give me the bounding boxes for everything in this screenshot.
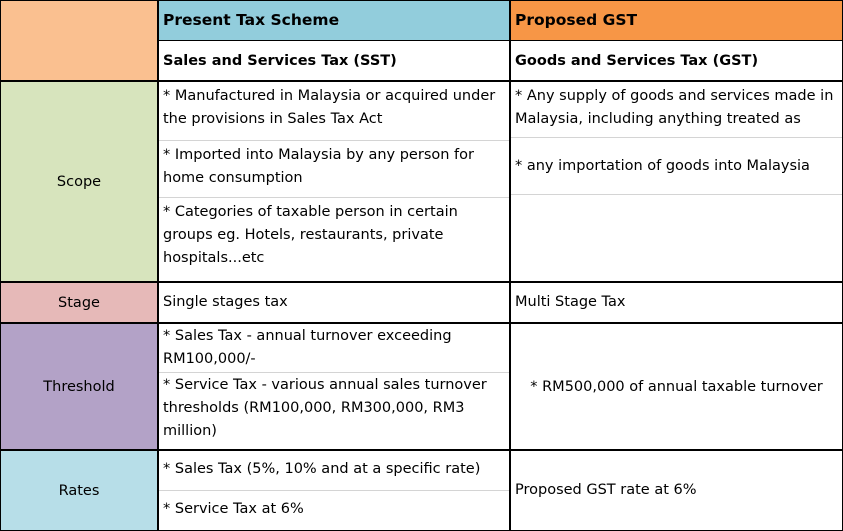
present-subheader (158, 40, 510, 81)
grid-line (158, 40, 843, 41)
threshold-label-cell (0, 323, 158, 450)
rates-label-cell (0, 450, 158, 531)
sst-subtitle: Sales and Services Tax (SST) (163, 52, 397, 69)
stage-present: Single stages tax (163, 294, 288, 310)
proposed-subheader (510, 40, 843, 81)
threshold-label: Threshold (43, 378, 115, 395)
present-scheme-title: Present Tax Scheme (163, 11, 340, 29)
grid-line (0, 449, 843, 451)
scope-present-item: * Imported into Malaysia by any person for home consumption (163, 147, 474, 186)
corner-cell (0, 0, 158, 81)
scope-proposed-item: * any importation of goods into Malaysia (515, 158, 810, 174)
threshold-present-item: * Sales Tax - annual turnover exceeding RM100,000/- (163, 328, 452, 367)
grid-line (0, 281, 843, 283)
proposed-gst-title: Proposed GST (515, 11, 638, 29)
rates-present-item: * Service Tax at 6% (163, 501, 304, 517)
present-scheme-header (158, 0, 510, 40)
stage-label: Stage (58, 294, 100, 311)
grid-line (0, 0, 843, 1)
grid-line (0, 322, 843, 324)
stage-label-cell (0, 282, 158, 323)
scope-label-cell (0, 81, 158, 282)
scope-proposed-item: * Any supply of goods and services made in Malaysia, including anything treated as (515, 88, 834, 127)
grid-line (0, 80, 843, 82)
rates-present-item: * Sales Tax (5%, 10% and at a specific rate) (163, 461, 481, 477)
row-divider (510, 194, 843, 195)
threshold-proposed: * RM500,000 of annual taxable turnover (530, 378, 823, 395)
proposed-gst-header (510, 0, 843, 40)
scope-present-item: * Categories of taxable person in certain groups eg. Hotels, restaurants, private hospitals...etc (163, 204, 458, 266)
threshold-present-item: * Service Tax - various annual sales turnover thresholds (RM100,000, RM300,000, RM3 million) (163, 377, 487, 439)
rates-proposed: Proposed GST rate at 6% (515, 482, 697, 498)
gst-subtitle: Goods and Services Tax (GST) (515, 52, 759, 69)
scope-present-item: * Manufactured in Malaysia or acquired under the provisions in Sales Tax Act (163, 88, 496, 127)
stage-proposed: Multi Stage Tax (515, 294, 626, 310)
rates-label: Rates (58, 482, 100, 499)
scope-label: Scope (56, 173, 102, 190)
